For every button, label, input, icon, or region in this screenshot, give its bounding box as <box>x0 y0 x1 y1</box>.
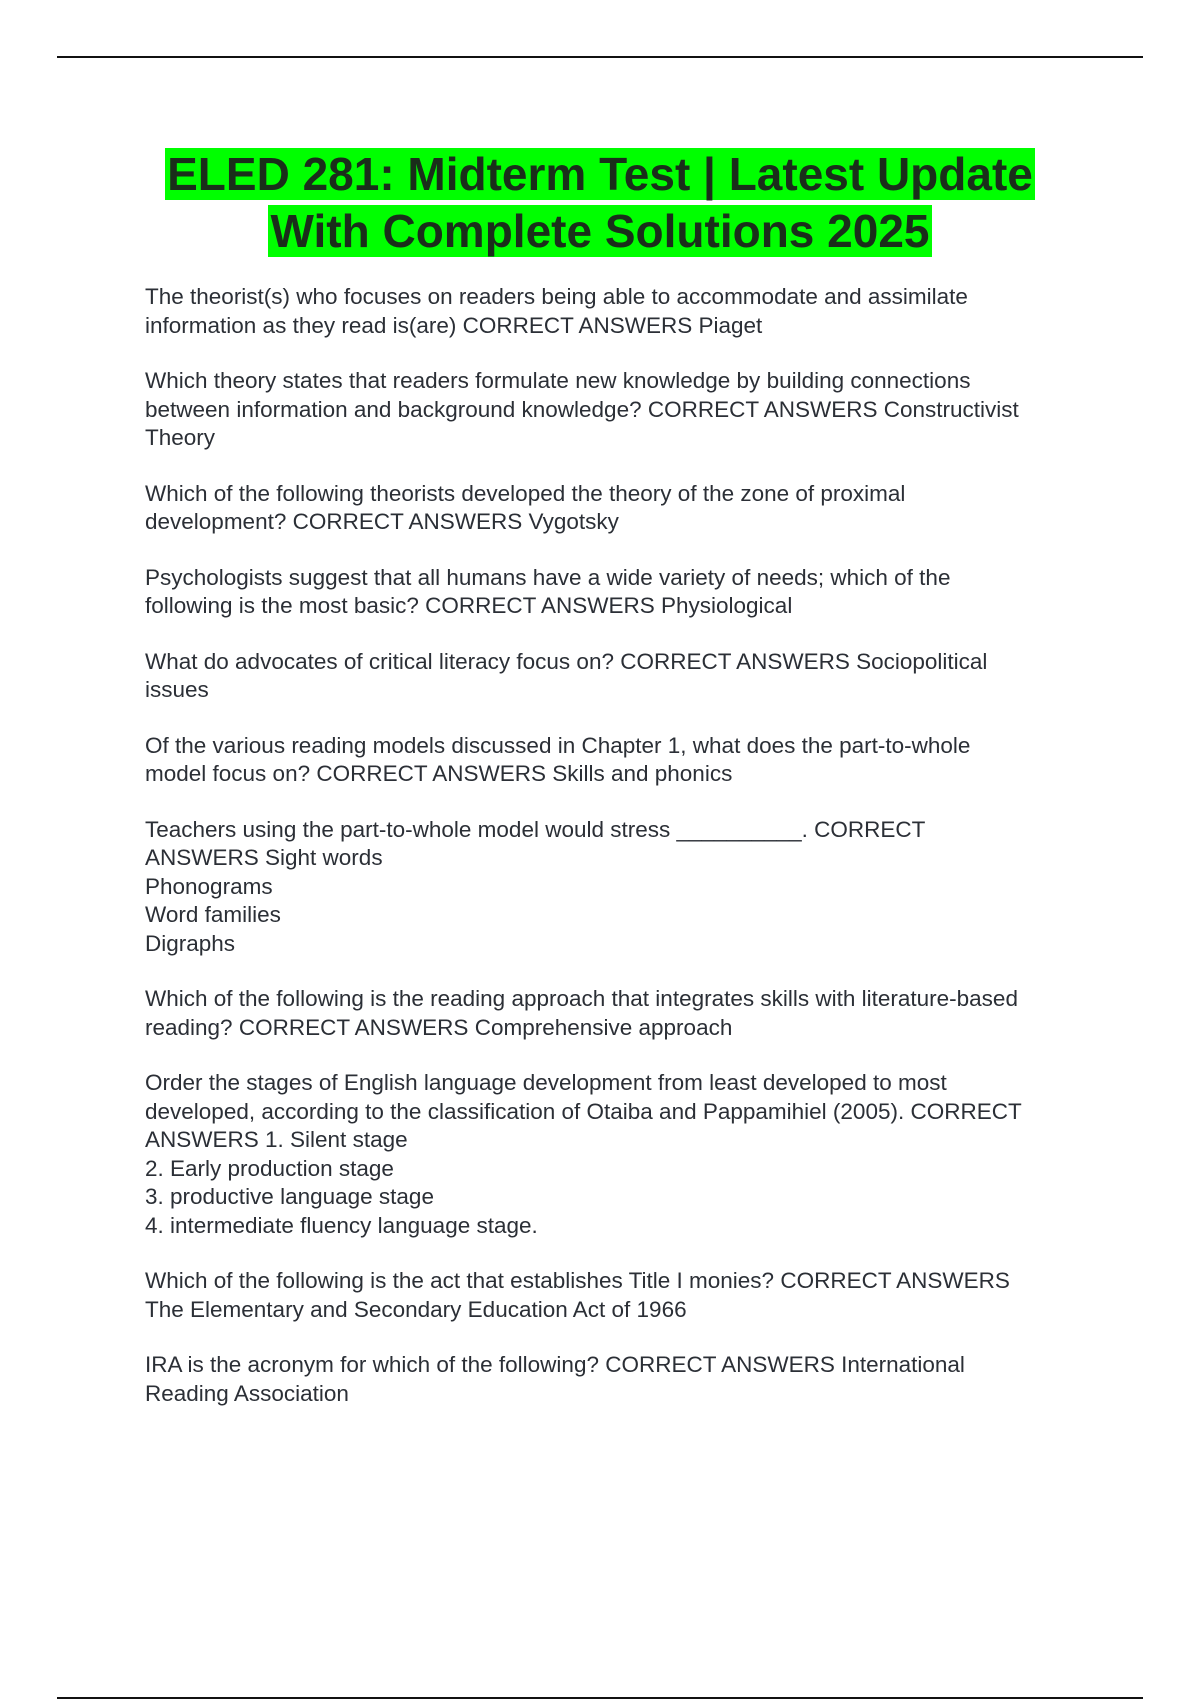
title-line-2: With Complete Solutions 2025 <box>270 205 930 257</box>
qa-line: Which of the following is the act that establishes Title I monies? CORRECT ANSWERS <box>145 1268 1010 1293</box>
qa-item <box>145 1069 1095 1240</box>
qa-line: Teachers using the part-to-whole model would stress __________. CORRECT <box>145 816 926 842</box>
qa-line: Theory <box>145 425 216 450</box>
qa-line: between information and background knowledge? CORRECT ANSWERS Constructivist <box>145 396 1019 422</box>
qa-item <box>145 1267 1095 1324</box>
qa-item <box>145 816 1095 959</box>
qa-item <box>145 564 1095 621</box>
qa-line: model focus on? CORRECT ANSWERS Skills and phonics <box>145 761 733 786</box>
qa-line: Psychologists suggest that all humans have a wide variety of needs; which of the <box>145 564 951 590</box>
qa-line: ANSWERS Sight words <box>145 845 383 870</box>
qa-line: developed, according to the classification of Otaiba and Pappamihiel (2005). CORRECT <box>145 1098 1022 1124</box>
qa-line: What do advocates of critical literacy focus on? CORRECT ANSWERS Sociopolitical <box>145 648 988 674</box>
qa-line: The theorist(s) who focuses on readers being able to accommodate and assimilate <box>145 284 968 309</box>
qa-line: Digraphs <box>145 930 236 956</box>
qa-line: Of the various reading models discussed in Chapter 1, what does the part-to-whole <box>145 732 971 758</box>
bottom-divider <box>57 1697 1143 1699</box>
qa-line: 3. productive language stage <box>145 1184 434 1209</box>
qa-line: issues <box>145 677 209 702</box>
qa-item <box>145 367 1095 453</box>
question-answer-list <box>145 283 1095 1435</box>
qa-item <box>145 480 1095 537</box>
qa-line: Which of the following theorists developed the theory of the zone of proximal <box>145 480 906 506</box>
qa-line: development? CORRECT ANSWERS Vygotsky <box>145 509 619 534</box>
qa-line: information as they read is(are) CORRECT ANSWERS Piaget <box>145 312 763 338</box>
qa-line: Order the stages of English language development from least developed to most <box>145 1070 947 1095</box>
qa-line: 4. intermediate fluency language stage. <box>145 1212 538 1238</box>
qa-line: Which of the following is the reading approach that integrates skills with literature-based <box>145 986 1018 1011</box>
qa-line: Word families <box>145 902 281 927</box>
qa-item <box>145 283 1095 340</box>
document-title <box>0 146 1200 260</box>
qa-item <box>145 648 1095 705</box>
qa-line: 2. Early production stage <box>145 1155 394 1181</box>
qa-line: IRA is the acronym for which of the following? CORRECT ANSWERS International <box>145 1352 965 1377</box>
qa-line: following is the most basic? CORRECT ANSWERS Physiological <box>145 593 793 618</box>
qa-line: The Elementary and Secondary Education Act of 1966 <box>145 1296 687 1322</box>
qa-line: Reading Association <box>145 1380 349 1406</box>
qa-line: Phonograms <box>145 873 273 899</box>
title-line-1: ELED 281: Midterm Test | Latest Update <box>167 148 1033 200</box>
qa-line: ANSWERS 1. Silent stage <box>145 1127 408 1152</box>
qa-item <box>145 985 1095 1042</box>
qa-item <box>145 1351 1095 1408</box>
top-divider <box>57 56 1143 58</box>
qa-item <box>145 732 1095 789</box>
qa-line: reading? CORRECT ANSWERS Comprehensive approach <box>145 1014 733 1040</box>
qa-line: Which theory states that readers formulate new knowledge by building connections <box>145 368 971 393</box>
